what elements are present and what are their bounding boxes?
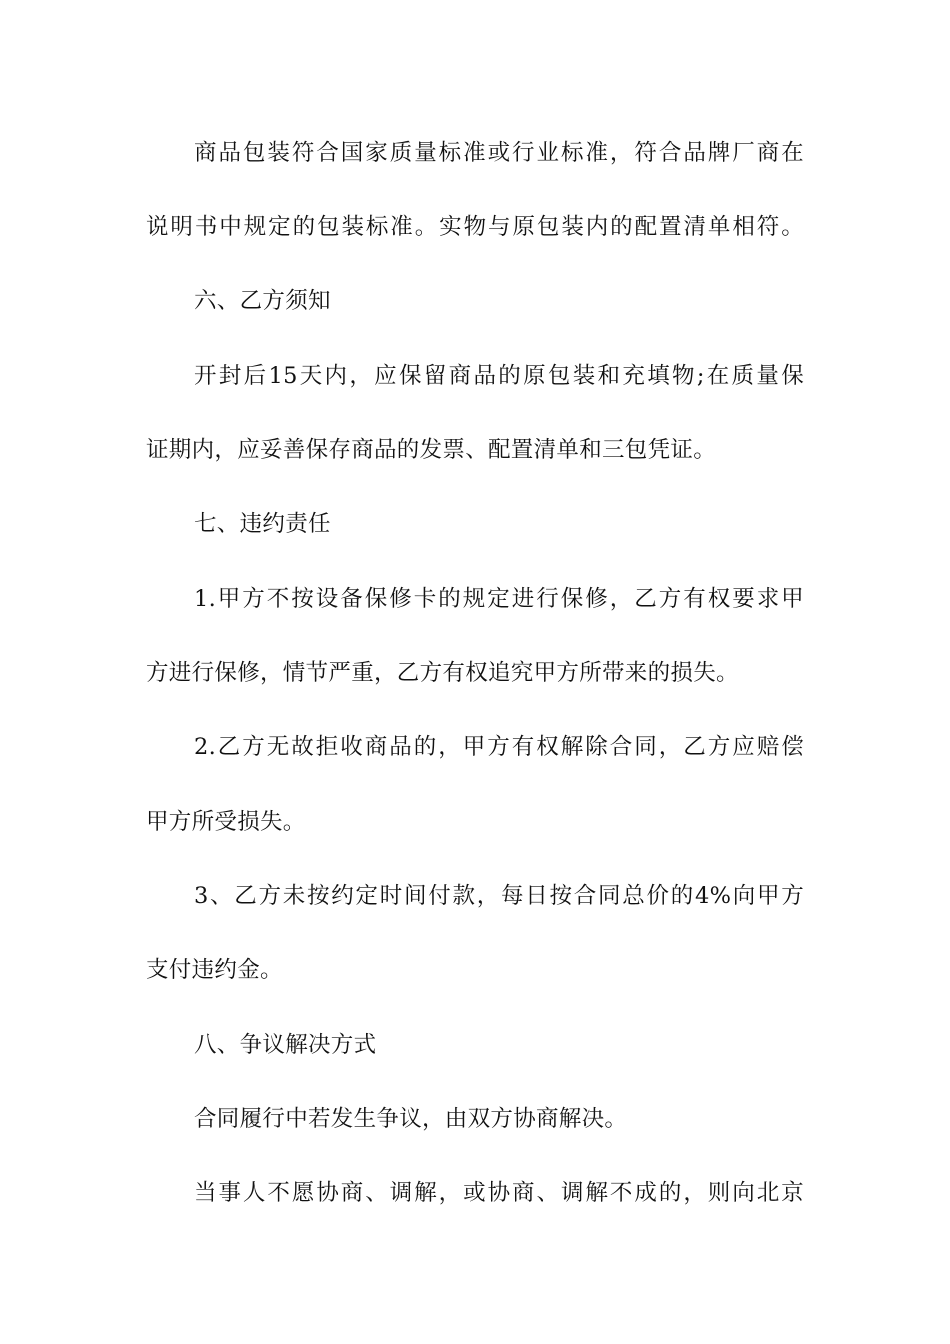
paragraph-line: 3、乙方未按约定时间付款，每日按合同总价的4%向甲方	[194, 883, 804, 909]
paragraph-line: 商品包装符合国家质量标准或行业标准，符合品牌厂商在	[194, 140, 804, 166]
paragraph-line: 说明书中规定的包装标准。实物与原包装内的配置清单相符。	[146, 214, 804, 240]
section-heading: 八、争议解决方式	[194, 1032, 377, 1058]
paragraph-line: 1.甲方不按设备保修卡的规定进行保修，乙方有权要求甲	[194, 586, 804, 612]
section-heading: 七、违约责任	[194, 511, 331, 537]
section-heading: 六、乙方须知	[194, 288, 331, 314]
paragraph-line: 2.乙方无故拒收商品的，甲方有权解除合同，乙方应赔偿	[194, 734, 804, 760]
paragraph-line: 证期内，应妥善保存商品的发票、配置清单和三包凭证。	[146, 437, 717, 463]
paragraph-line: 当事人不愿协商、调解，或协商、调解不成的，则向北京	[194, 1180, 804, 1206]
paragraph-line: 甲方所受损失。	[146, 809, 306, 835]
paragraph-line: 方进行保修，情节严重，乙方有权追究甲方所带来的损失。	[146, 660, 739, 686]
paragraph-line: 合同履行中若发生争议，由双方协商解决。	[194, 1106, 628, 1132]
paragraph-line: 开封后15天内，应保留商品的原包装和充填物;在质量保	[194, 363, 804, 389]
paragraph-line: 支付违约金。	[146, 957, 283, 983]
